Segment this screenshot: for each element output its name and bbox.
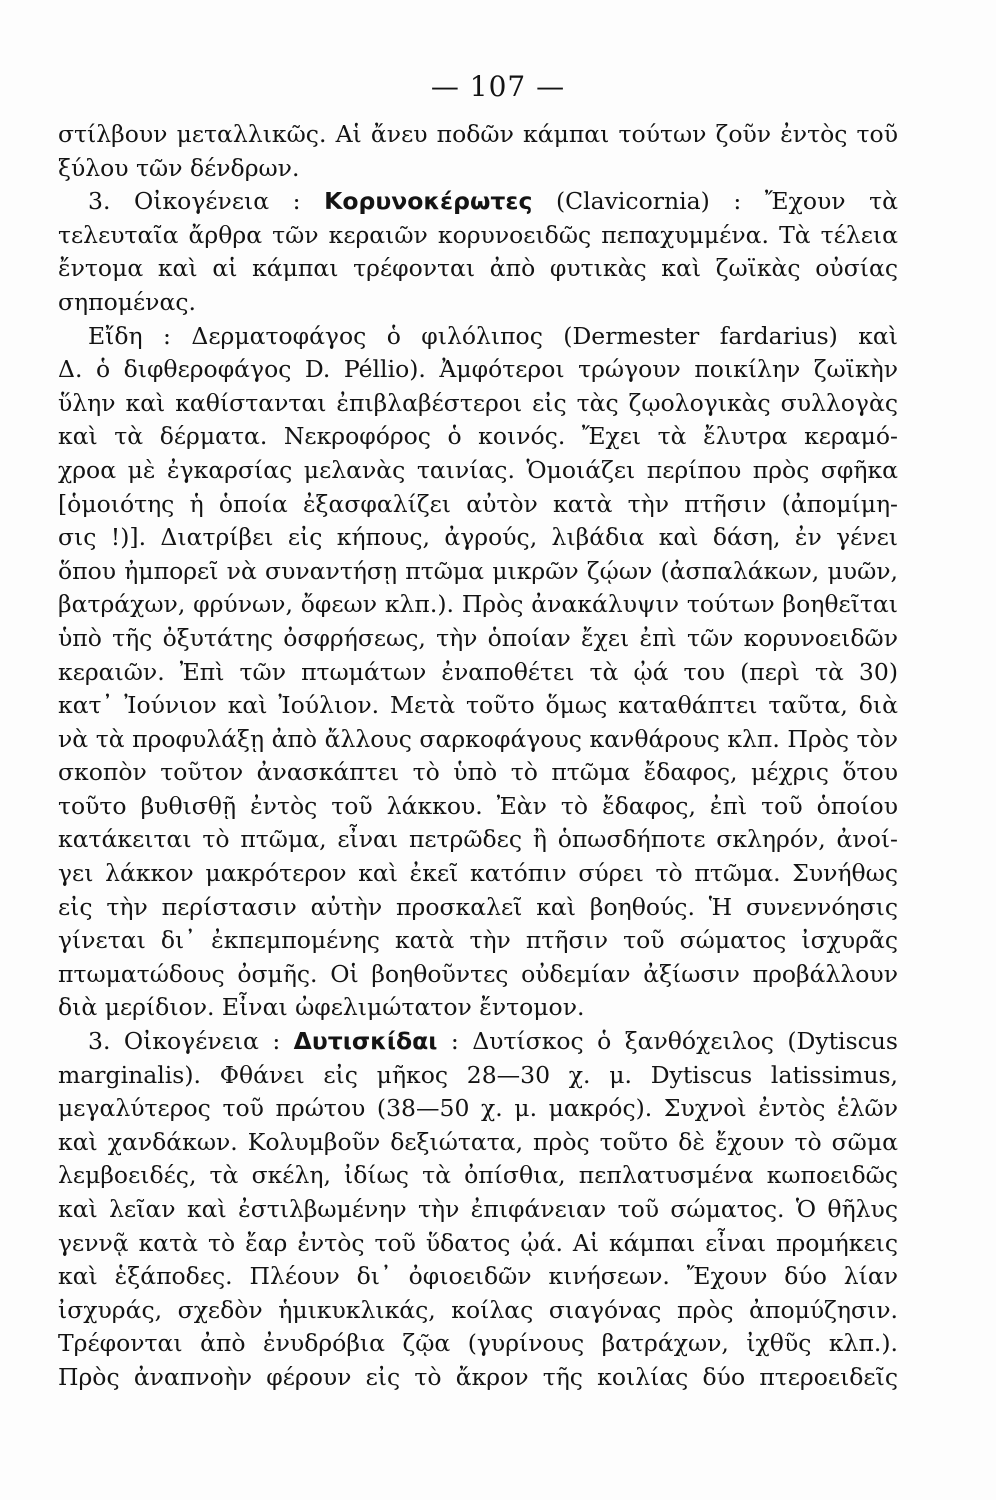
text-line: χροα μὲ ἐγκαρσίας μελανὰς ταινίας. Ὁμοιάζει περίπου πρὸς σφῆκα xyxy=(58,455,898,484)
text-line: γεννᾷ κατὰ τὸ ἔαρ ἐντὸς τοῦ ὕδατος ᾠά. Αἱ κάμπαι εἶναι προμήκεις xyxy=(58,1228,898,1257)
text-line: σηπομένας. xyxy=(58,287,196,316)
text-line: τελευταῖα ἄρθρα τῶν κεραιῶν κορυνοειδῶς πεπαχυμμένα. Τὰ τέλεια xyxy=(58,220,898,249)
text-line: στίλβουν μεταλλικῶς. Αἱ ἄνευ ποδῶν κάμπαι τούτων ζοῦν ἐντὸς τοῦ xyxy=(58,120,898,148)
text-line: ὑπὸ τῆς ὀξυτάτης ὀσφρήσεως, τὴν ὁποίαν ἔχει ἐπὶ τῶν κορυνοειδῶν xyxy=(58,623,898,652)
text-line: μεγαλύτερος τοῦ πρώτου (38—50 χ. μ. μακρός). Συχνοὶ ἐντὸς ἑλῶν xyxy=(58,1094,898,1123)
text-line: Δ. ὁ διφθεροφάγος D. Péllio). Ἀμφότεροι τρώγουν ποικίλην ζωϊκὴν xyxy=(58,355,898,384)
text-line: Εἴδη : Δερματοφάγος ὁ φιλόλιπος (Dermester fardarius) καὶ xyxy=(88,321,898,350)
text-line: καὶ τὰ δέρματα. Νεκροφόρος ὁ κοινός. Ἔχει τὰ ἔλυτρα κεραμό- xyxy=(58,422,898,451)
body-text xyxy=(58,118,898,1395)
text-line: marginalis). Φθάνει εἰς μῆκος 28—30 χ. μ. Dytiscus latissimus, xyxy=(58,1060,898,1089)
line-text-prefix: 3. Οἰκογένεια : xyxy=(88,187,325,216)
line-text-suffix: : Δυτίσκος ὁ ξανθόχειλος (Dytiscus xyxy=(437,1027,898,1056)
text-line: τοῦτο βυθισθῇ ἐντὸς τοῦ λάκκου. Ἐὰν τὸ ἔδαφος, ἐπὶ τοῦ ὁποίου xyxy=(58,791,898,820)
text-line: νὰ τὰ προφυλάξῃ ἀπὸ ἄλλους σαρκοφάγους κανθάρους κλπ. Πρὸς τὸν xyxy=(58,724,898,753)
text-line: ἔντομα καὶ αἱ κάμπαι τρέφονται ἀπὸ φυτικὰς καὶ ζωϊκὰς οὐσίας xyxy=(58,254,898,283)
text-line: ἰσχυράς, σχεδὸν ἡμικυκλικάς, κοίλας σιαγόνας πρὸς ἀπομύζησιν. xyxy=(58,1295,898,1324)
text-line: εἰς τὴν περίστασιν αὐτὴν προσκαλεῖ καὶ βοηθούς. Ἡ συνεννόησις xyxy=(58,892,898,921)
text-line: κεραιῶν. Ἐπὶ τῶν πτωμάτων ἐναποθέτει τὰ ᾠά του (περὶ τὰ 30) xyxy=(58,657,898,686)
text-line: ξύλου τῶν δένδρων. xyxy=(58,153,300,182)
text-line: ὕλην καὶ καθίστανται ἐπιβλαβέστεροι εἰς τὰς ζῳολογικὰς συλλογὰς xyxy=(58,388,898,417)
page-number: — 107 — xyxy=(430,70,566,103)
text-line: γει λάκκον μακρότερον καὶ ἐκεῖ κατόπιν σύρει τὸ πτῶμα. Συνήθως xyxy=(58,859,898,888)
family-name-heading: Δυτισκίδαι xyxy=(293,1027,438,1056)
text-line xyxy=(58,1025,898,1059)
text-line: πτωματώδους ὀσμῆς. Οἱ βοηθοῦντες οὐδεμίαν ἀξίωσιν προβάλλουν xyxy=(58,959,898,988)
text-line: Πρὸς ἀναπνοὴν φέρουν εἰς τὸ ἄκρον τῆς κοιλίας δύο πτεροειδεῖς xyxy=(58,1362,898,1391)
text-line xyxy=(58,185,898,219)
text-line: σκοπὸν τοῦτον ἀνασκάπτει τὸ ὑπὸ τὸ πτῶμα ἔδαφος, μέχρις ὅτου xyxy=(58,758,898,787)
text-line: Τρέφονται ἀπὸ ἐνυδρόβια ζῷα (γυρίνους βατράχων, ἰχθῦς κλπ.). xyxy=(58,1329,898,1358)
text-line: γίνεται δι᾽ ἐκπεμπομένης κατὰ τὴν πτῆσιν τοῦ σώματος ἰσχυρᾶς xyxy=(58,926,898,955)
text-line: κατ᾽ Ἰούνιον καὶ Ἰούλιον. Μετὰ τοῦτο ὅμως καταθάπτει ταῦτα, διὰ xyxy=(58,691,898,720)
line-text-suffix: (Clavicornia) : Ἔχουν τὰ xyxy=(532,187,898,216)
text-line: καὶ ἑξάποδες. Πλέουν δι᾽ ὀφιοειδῶν κινήσεων. Ἔχουν δύο λίαν xyxy=(58,1262,898,1291)
text-line: βατράχων, φρύνων, ὄφεων κλπ.). Πρὸς ἀνακάλυψιν τούτων βοηθεῖται xyxy=(58,590,898,619)
line-text-prefix: 3. Οἰκογένεια : xyxy=(88,1027,294,1056)
text-line: κατάκειται τὸ πτῶμα, εἶναι πετρῶδες ἢ ὁπωσδήποτε σκληρόν, ἀνοί- xyxy=(58,825,898,854)
text-line: διὰ μερίδιον. Εἶναι ὠφελιμώτατον ἔντομον. xyxy=(58,993,585,1022)
text-line: καὶ χανδάκων. Κολυμβοῦν δεξιώτατα, πρὸς τοῦτο δὲ ἔχουν τὸ σῶμα xyxy=(58,1127,898,1156)
text-line: λεμβοειδές, τὰ σκέλη, ἰδίως τὰ ὀπίσθια, πεπλατυσμένα κωποειδῶς xyxy=(58,1161,898,1190)
text-line: σις !)]. Διατρίβει εἰς κήπους, ἀγρούς, λιβάδια καὶ δάση, ἐν γένει xyxy=(58,523,898,552)
text-line: ὅπου ἠμπορεῖ νὰ συναντήσῃ πτῶμα μικρῶν ζῴων (ἀσπαλάκων, μυῶν, xyxy=(58,556,898,585)
text-line: [ὁμοιότης ἡ ὁποία ἐξασφαλίζει αὐτὸν κατὰ τὴν πτῆσιν (ἀπομίμη- xyxy=(58,489,898,518)
text-line: καὶ λεῖαν καὶ ἐστιλβωμένην τὴν ἐπιφάνειαν τοῦ σώματος. Ὁ θῆλυς xyxy=(58,1195,898,1223)
family-name-heading: Κορυνοκέρωτες xyxy=(324,187,533,216)
